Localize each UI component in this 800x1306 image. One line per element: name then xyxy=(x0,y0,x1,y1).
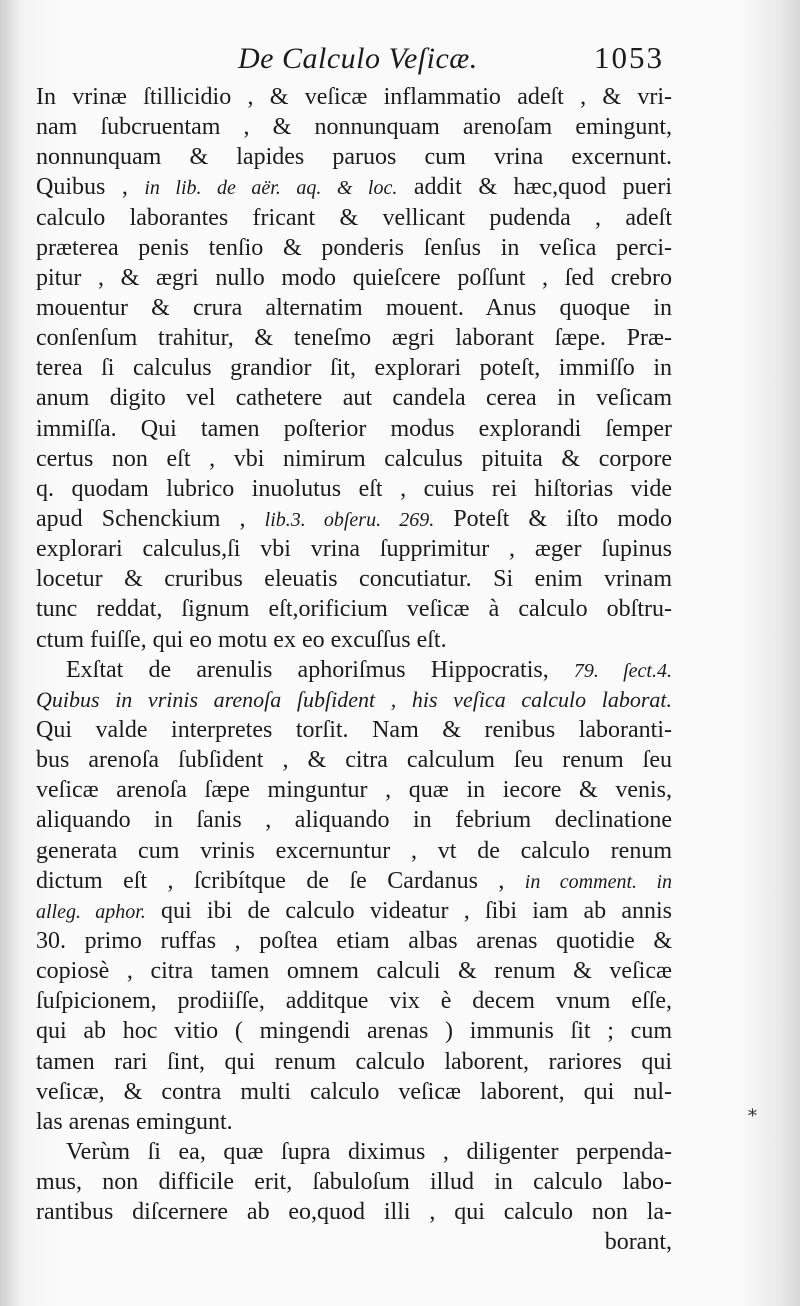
text-line xyxy=(36,926,672,956)
text-segment: generata cum vrinis excernuntur , vt de calculo renum xyxy=(36,837,672,864)
text-segment: terea ſi calculus grandior ſit, explorari poteſt, immiſſo in xyxy=(36,355,672,382)
text-segment: calculo laborantes fricant & vellicant pudenda , adeſt xyxy=(36,204,672,231)
text-line xyxy=(36,1167,672,1197)
text-segment: nam ſubcruentam , & nonnunquam arenoſam emingunt, xyxy=(36,114,672,141)
text-segment: mus, non difficile erit, ſabuloſum illud in calculo labo- xyxy=(36,1169,672,1196)
text-line xyxy=(36,82,672,112)
text-segment: addit & hæc,quod pueri xyxy=(397,174,672,201)
text-line xyxy=(36,805,672,835)
text-segment: apud Schenckium , xyxy=(36,505,265,532)
italic-citation: in comment. in xyxy=(524,870,672,893)
text-line xyxy=(36,625,672,655)
text-line xyxy=(36,504,672,534)
italic-citation: Quibus in vrinis arenoſa ſubſident , his veſica calculo laborat. xyxy=(36,686,672,712)
text-line xyxy=(36,775,672,805)
text-line xyxy=(36,383,672,413)
stray-mark: ⁎ xyxy=(748,1100,757,1120)
text-line xyxy=(36,414,672,444)
text-line xyxy=(36,715,672,745)
text-line xyxy=(36,745,672,775)
text-segment: certus non eſt , vbi nimirum calculus pituita & corpore xyxy=(36,445,672,472)
text-line xyxy=(36,1227,672,1257)
text-segment: las arenas emingunt. xyxy=(36,1108,233,1135)
page-header xyxy=(0,42,800,82)
italic-citation: alleg. aphor. xyxy=(36,900,146,923)
text-segment: ſuſpicionem, prodiiſſe, additque vix è decem vnum eſſe, xyxy=(36,988,672,1015)
text-segment: immiſſa. Qui tamen poſterior modus explorandi ſemper xyxy=(36,415,672,442)
text-segment: mouentur & crura alternatim mouent. Anus quoque in xyxy=(36,294,672,321)
text-segment: præterea penis tenſio & ponderis ſenſus in veſica perci- xyxy=(36,234,672,261)
text-line xyxy=(36,233,672,263)
text-segment: veſicæ, & contra multi calculo veſicæ laborent, qui nul- xyxy=(36,1078,672,1105)
text-line xyxy=(36,203,672,233)
text-segment: In vrinæ ſtillicidio , & veſicæ inflammatio adeſt , & vri- xyxy=(36,84,672,110)
text-line xyxy=(36,836,672,866)
text-line xyxy=(36,293,672,323)
text-line xyxy=(36,474,672,504)
text-line xyxy=(36,323,672,353)
text-segment: veſicæ arenoſa ſæpe minguntur , quæ in iecore & venis, xyxy=(36,777,672,804)
text-segment: tunc reddat, ſignum eſt,orificium veſicæ à calculo obſtru- xyxy=(36,596,672,623)
text-line xyxy=(36,1107,672,1137)
text-line xyxy=(36,534,672,564)
text-segment: pitur , & ægri nullo modo quieſcere poſſunt , ſed crebro xyxy=(36,264,672,291)
text-segment: explorari calculus,ſi vbi vrina ſupprimitur , æger ſupinus xyxy=(36,536,672,563)
text-line xyxy=(36,172,672,202)
text-segment: Poteſt & iſto modo xyxy=(434,505,672,532)
text-segment: q. quodam lubrico inuolutus eſt , cuius rei hiſtorias vide xyxy=(36,475,672,502)
running-title: De Calculo Veſicæ. xyxy=(238,42,478,75)
text-segment: Quibus , xyxy=(36,174,145,201)
text-line xyxy=(36,444,672,474)
text-line xyxy=(36,564,672,594)
text-line xyxy=(36,353,672,383)
text-line xyxy=(36,1047,672,1077)
text-segment: Qui valde interpretes torſit. Nam & renibus laboranti- xyxy=(36,716,672,743)
text-line xyxy=(36,263,672,293)
text-segment: aliquando in ſanis , aliquando in febrium declinatione xyxy=(36,807,672,834)
text-segment: Verùm ſi ea, quæ ſupra diximus , diligenter perpenda- xyxy=(66,1138,672,1165)
page-number: 1053 xyxy=(594,40,664,75)
text-line xyxy=(36,1197,672,1227)
italic-citation: lib.3. obſeru. 269. xyxy=(264,508,435,531)
text-segment: copiosè , citra tamen omnem calculi & renum & veſicæ xyxy=(36,958,672,985)
text-line xyxy=(36,142,672,172)
text-segment: conſenſum trahitur, & teneſmo ægri laborant ſæpe. Præ- xyxy=(36,325,672,352)
text-segment: ctum fuiſſe, qui eo motu ex eo excuſſus eſt. xyxy=(36,626,447,653)
text-segment: anum digito vel cathetere aut candela cerea in veſicam xyxy=(36,385,672,412)
body-text xyxy=(36,82,672,1257)
text-segment: qui ab hoc vitio ( mingendi arenas ) immunis ſit ; cum xyxy=(36,1018,672,1045)
text-line xyxy=(36,655,672,685)
text-segment: bus arenoſa ſubſident , & citra calculum ſeu renum ſeu xyxy=(36,747,672,774)
italic-citation: in lib. de aër. aq. & loc. xyxy=(144,177,398,200)
text-segment: Exſtat de arenulis aphoriſmus Hippocratis, xyxy=(66,656,574,683)
text-segment: rantibus diſcernere ab eo,quod illi , qui calculo non la- xyxy=(36,1199,672,1226)
text-segment: locetur & cruribus eleuatis concutiatur. Si enim vrinam xyxy=(36,566,672,593)
text-line xyxy=(36,112,672,142)
text-line xyxy=(36,685,672,715)
italic-citation: 79. ſect.4. xyxy=(573,659,672,682)
text-segment: qui ibi de calculo videatur , ſibi iam ab annis xyxy=(145,897,672,924)
text-line xyxy=(36,594,672,624)
text-segment: nonnunquam & lapides paruos cum vrina excernunt. xyxy=(36,144,672,171)
text-segment: dictum eſt , ſcribítque de ſe Cardanus , xyxy=(36,867,525,894)
text-line xyxy=(36,1137,672,1167)
text-segment: tamen rari ſint, qui renum calculo laborent, rariores qui xyxy=(36,1048,672,1075)
text-line xyxy=(36,986,672,1016)
text-line xyxy=(36,1077,672,1107)
text-segment: 30. primo ruffas , poſtea etiam albas arenas quotidie & xyxy=(36,927,672,954)
text-segment: borant, xyxy=(604,1229,672,1256)
text-line xyxy=(36,896,672,926)
text-line xyxy=(36,866,672,896)
text-line xyxy=(36,1016,672,1046)
text-line xyxy=(36,956,672,986)
